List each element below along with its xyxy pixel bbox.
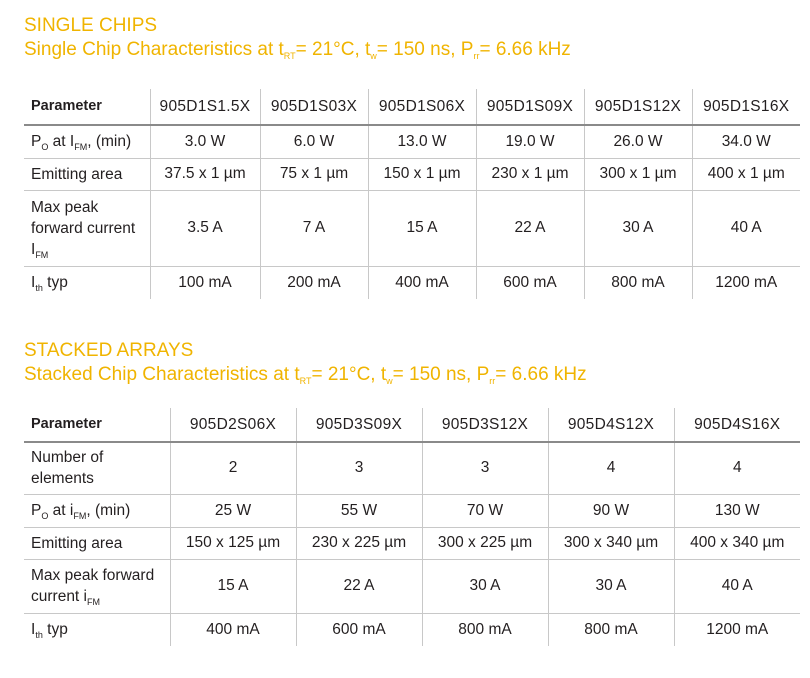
subtitle-text: Stacked Chip Characteristics at t (24, 364, 300, 385)
table-row (24, 266, 800, 299)
table-cell: 4 (674, 442, 800, 494)
subtitle-sub: RT (299, 376, 312, 386)
stacked-arrays-subtitle (24, 363, 587, 387)
table-cell: 600 mA (296, 613, 422, 646)
label-sub: FM (87, 597, 100, 607)
label-text: current i (31, 588, 87, 605)
table-cell: 300 x 1 µm (584, 158, 692, 190)
label-line: elements (31, 470, 94, 488)
label-text: typ (42, 274, 68, 292)
column-header: 905D1S06X (368, 89, 476, 125)
column-header: 905D1S09X (476, 89, 584, 125)
row-label (24, 494, 170, 527)
row-label (24, 190, 150, 266)
stacked-arrays-title: STACKED ARRAYS (24, 340, 194, 361)
label-sub: O (41, 142, 49, 153)
table-cell: 26.0 W (584, 125, 692, 158)
table-cell: 13.0 W (368, 125, 476, 158)
table-cell: 600 mA (476, 266, 584, 299)
table-cell: 150 x 125 µm (170, 527, 296, 559)
label-text: P (31, 133, 42, 151)
row-label (24, 559, 170, 613)
stacked-arrays-table (24, 408, 800, 646)
label-text: , (min) (87, 133, 132, 151)
label-line: Number of (31, 449, 104, 467)
label-text: P (31, 502, 42, 519)
table-header-row (24, 89, 800, 125)
row-label (24, 125, 150, 158)
table-cell: 400 mA (368, 266, 476, 299)
table-cell: 22 A (296, 559, 422, 613)
table-cell: 15 A (368, 190, 476, 266)
label-text: I (31, 240, 36, 258)
table-cell: 800 mA (548, 613, 674, 646)
label-sub: FM (35, 249, 49, 260)
table-cell: 22 A (476, 190, 584, 266)
table-cell: 3 (422, 442, 548, 494)
table-cell: 30 A (422, 559, 548, 613)
label-line: forward current (31, 219, 136, 237)
table-cell: 15 A (170, 559, 296, 613)
column-header: 905D4S16X (674, 408, 800, 442)
table-row (24, 158, 800, 190)
subtitle-text: = 21°C, t (295, 39, 371, 60)
table-row (24, 190, 800, 266)
table-cell: 130 W (674, 494, 800, 527)
label-line (31, 239, 148, 260)
table-cell: 400 x 340 µm (674, 527, 800, 559)
column-header: 905D1S1.5X (150, 89, 260, 125)
label-sub: O (41, 511, 49, 521)
table-cell: 55 W (296, 494, 422, 527)
subtitle-sub: RT (283, 51, 296, 61)
table-cell: 300 x 340 µm (548, 527, 674, 559)
label-text: at I (48, 133, 75, 151)
table-cell: 1200 mA (715, 273, 778, 291)
table-cell: 40 A (692, 190, 800, 266)
label-text: , (min) (86, 502, 131, 519)
header-parameter: Parameter (24, 89, 150, 125)
label-text: I (31, 621, 36, 639)
table-cell: 3 (296, 442, 422, 494)
table-cell: 3.5 A (150, 190, 260, 266)
label-sub: th (35, 630, 43, 641)
subtitle-text: = 6.66 kHz (495, 364, 587, 385)
row-label (24, 266, 150, 299)
table-row (24, 442, 800, 494)
label-text: at i (48, 502, 74, 519)
table-cell: 1200 mA (706, 620, 769, 638)
table-cell: 30 A (548, 559, 674, 613)
table-cell: 90 W (548, 494, 674, 527)
table-row (24, 559, 800, 613)
table-cell: 800 mA (584, 266, 692, 299)
table-header-row (24, 408, 800, 442)
column-header: 905D1S16X (692, 89, 800, 125)
table-cell: 230 x 225 µm (296, 527, 422, 559)
row-label: Emitting area (24, 158, 150, 190)
single-chips-table (24, 89, 800, 299)
table-cell: 2 (170, 442, 296, 494)
subtitle-text: = 21°C, t (311, 364, 387, 385)
table-row (24, 494, 800, 527)
subtitle-text: = 150 ns, P (392, 364, 490, 385)
table-row (24, 125, 800, 158)
label-sub: FM (73, 511, 87, 521)
table-cell: 40 A (674, 559, 800, 613)
header-parameter: Parameter (24, 408, 170, 442)
subtitle-text: = 6.66 kHz (479, 39, 571, 60)
column-header: 905D4S12X (548, 408, 674, 442)
table-cell: 3.0 W (150, 125, 260, 158)
column-header: 905D2S06X (170, 408, 296, 442)
subtitle-text: Single Chip Characteristics at t (24, 39, 284, 60)
column-header: 905D1S12X (584, 89, 692, 125)
label-sub: FM (74, 142, 88, 153)
label-sub: th (35, 283, 43, 294)
table-cell: 30 A (584, 190, 692, 266)
subtitle-sub: rr (489, 376, 496, 386)
row-label (24, 613, 170, 646)
table-cell: 150 x 1 µm (368, 158, 476, 190)
table-row (24, 613, 800, 646)
table-cell: 800 mA (422, 613, 548, 646)
table-cell: 70 W (422, 494, 548, 527)
subtitle-text: = 150 ns, P (376, 39, 474, 60)
table-cell: 300 x 225 µm (422, 527, 548, 559)
label-text: I (31, 274, 36, 292)
label-line: Max peak (31, 198, 99, 216)
table-cell: 400 mA (170, 613, 296, 646)
subtitle-sub: w (370, 51, 377, 61)
table-cell: 400 x 1 µm (692, 158, 800, 190)
table-cell: 19.0 W (476, 125, 584, 158)
single-chips-title: SINGLE CHIPS (24, 15, 158, 36)
table-cell: 34.0 W (692, 125, 800, 158)
label-line: Max peak forward (31, 567, 155, 584)
column-header: 905D1S03X (260, 89, 368, 125)
table-cell: 7 A (260, 190, 368, 266)
table-cell: 37.5 x 1 µm (150, 158, 260, 190)
table-row (24, 527, 800, 559)
table-cell: 6.0 W (260, 125, 368, 158)
single-chips-subtitle (24, 38, 571, 62)
table-cell: 25 W (170, 494, 296, 527)
row-label (24, 442, 170, 494)
table-cell: 75 x 1 µm (260, 158, 368, 190)
table-cell: 230 x 1 µm (476, 158, 584, 190)
label-line (31, 586, 168, 607)
column-header: 905D3S12X (422, 408, 548, 442)
subtitle-sub: w (386, 376, 393, 386)
row-label: Emitting area (24, 527, 170, 559)
table-cell: 4 (548, 442, 674, 494)
column-header: 905D3S09X (296, 408, 422, 442)
table-cell: 200 mA (260, 266, 368, 299)
label-text: typ (42, 621, 68, 639)
table-cell: 100 mA (150, 266, 260, 299)
subtitle-sub: rr (473, 51, 480, 61)
